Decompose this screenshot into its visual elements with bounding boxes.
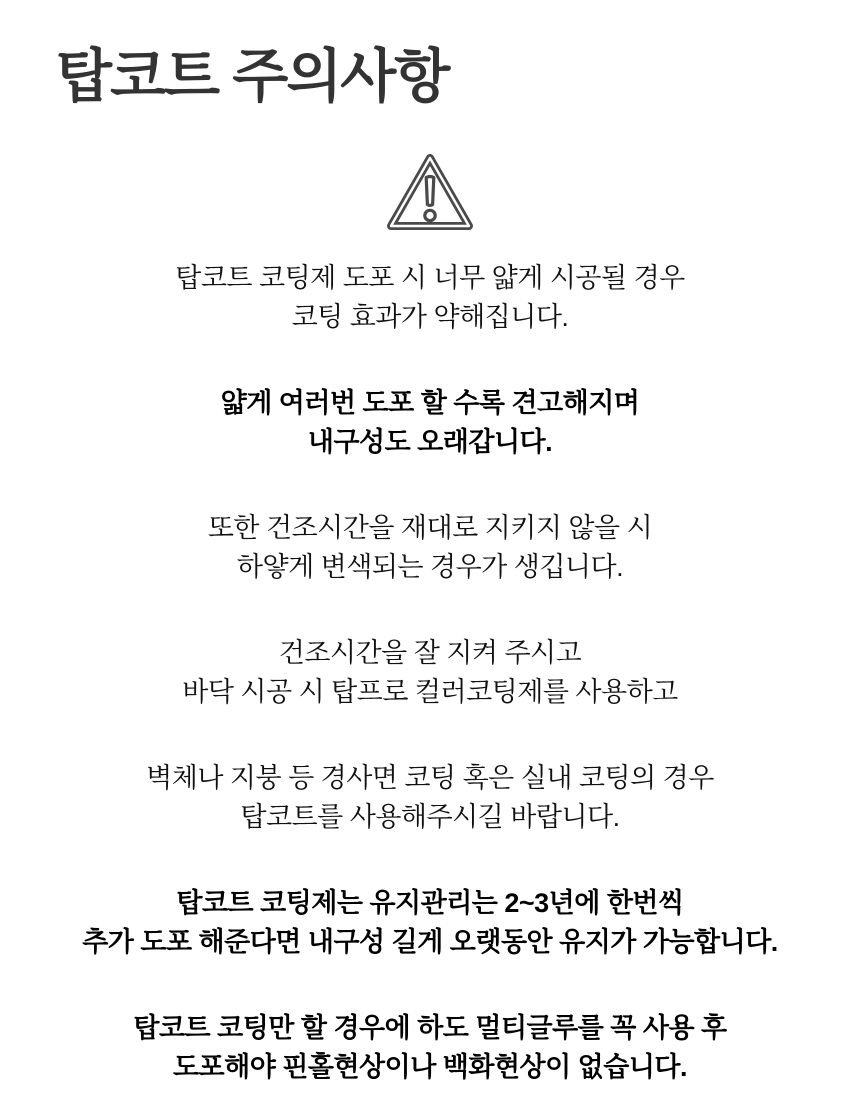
warning-triangle-icon <box>385 149 475 235</box>
paragraph-line: 건조시간을 잘 지켜 주시고 <box>278 637 582 668</box>
paragraph-line: 도포해야 핀홀현상이나 백화현상이 없습니다. <box>172 1051 688 1082</box>
caution-paragraph <box>0 759 860 837</box>
page-title: 탑코트 주의사항 <box>56 44 449 109</box>
caution-paragraph <box>0 1009 860 1087</box>
caution-paragraph <box>0 634 860 712</box>
paragraph-line: 탑코트 코팅제는 유지관리는 2~3년에 한번씩 <box>176 887 684 918</box>
caution-paragraph <box>0 259 860 337</box>
paragraph-line: 코팅 효과가 약해집니다. <box>291 301 569 332</box>
paragraph-line: 탑코트 코팅만 할 경우에 하도 멀티글루를 꼭 사용 후 <box>133 1012 727 1043</box>
paragraph-list <box>0 259 860 1087</box>
caution-paragraph <box>0 509 860 587</box>
paragraph-line: 추가 도포 해준다면 내구성 길게 오랫동안 유지가 가능합니다. <box>82 926 778 957</box>
caution-paragraph <box>0 384 860 462</box>
paragraph-line: 벽체나 지붕 등 경사면 코팅 혹은 실내 코팅의 경우 <box>146 762 714 793</box>
icon-row <box>0 149 860 235</box>
paragraph-line: 바닥 시공 시 탑프로 컬러코팅제를 사용하고 <box>182 676 678 707</box>
paragraph-line: 또한 건조시간을 재대로 지키지 않을 시 <box>207 512 653 543</box>
paragraph-line: 탑코트를 사용해주시길 바랍니다. <box>240 801 620 832</box>
paragraph-line: 얇게 여러번 도포 할 수록 견고해지며 <box>220 387 640 418</box>
paragraph-line: 탑코트 코팅제 도포 시 너무 얇게 시공될 경우 <box>175 262 685 293</box>
paragraph-line: 내구성도 오래갑니다. <box>307 426 553 457</box>
paragraph-line: 하얗게 변색되는 경우가 생깁니다. <box>236 551 624 582</box>
caution-paragraph <box>0 884 860 962</box>
